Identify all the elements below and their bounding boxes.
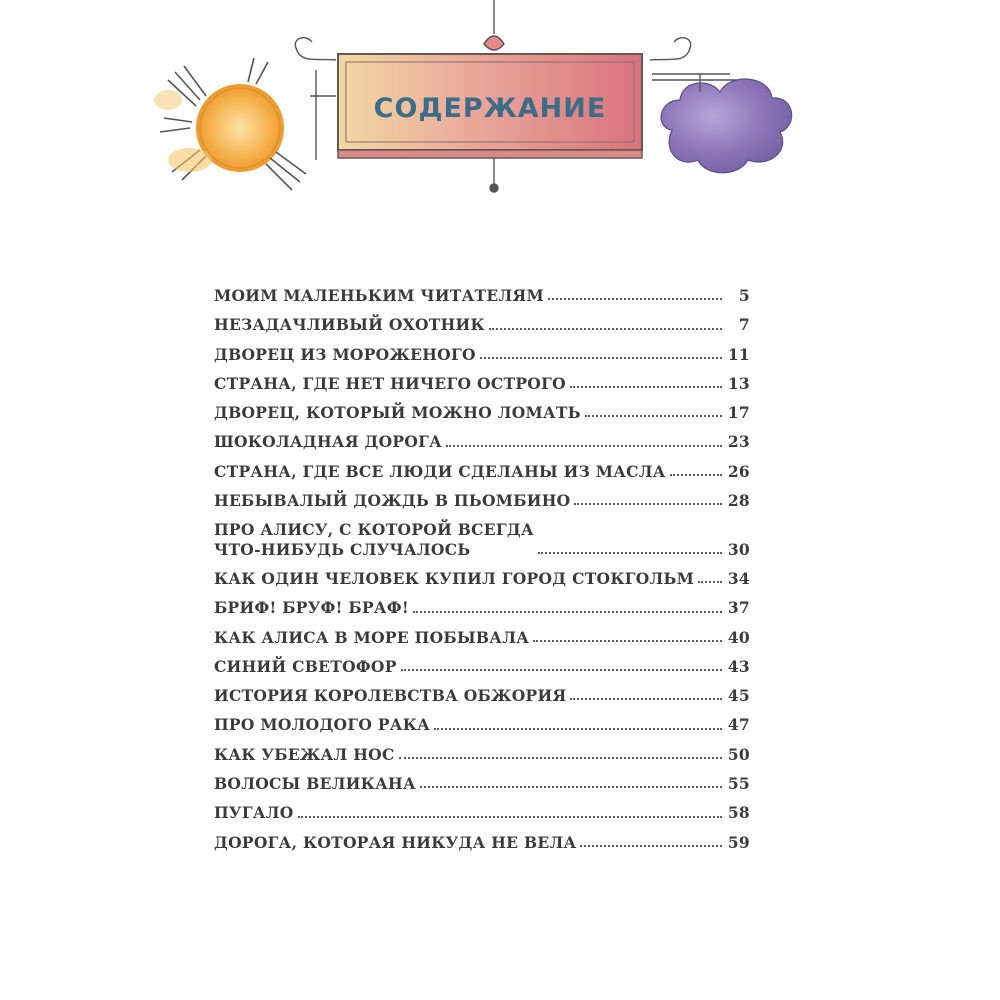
toc-entry-page: 43 xyxy=(727,656,750,676)
toc-leader-dots xyxy=(698,581,722,583)
table-of-contents xyxy=(214,286,750,862)
toc-entry-page: 23 xyxy=(727,432,750,452)
toc-leader-dots xyxy=(446,445,722,447)
toc-leader-dots xyxy=(538,552,722,554)
toc-entry-title: МОИМ МАЛЕНЬКИМ ЧИТАТЕЛЯМ xyxy=(214,286,544,305)
toc-leader-dots xyxy=(580,845,722,847)
toc-leader-dots xyxy=(298,816,722,818)
toc-entry-title: ПРО АЛИСУ, С КОТОРОЙ ВСЕГДА ЧТО-НИБУДЬ СЛУЧАЛОСЬ xyxy=(214,520,534,559)
toc-entry-title: БРИФ! БРУФ! БРАФ! xyxy=(214,598,409,618)
toc-entry-page: 59 xyxy=(727,832,750,852)
toc-entry-page: 11 xyxy=(727,344,750,364)
toc-entry-title: НЕБЫВАЛЫЙ ДОЖДЬ В ПЬОМБИНО xyxy=(214,491,571,511)
toc-leader-dots xyxy=(570,386,722,388)
toc-entry xyxy=(214,833,750,852)
toc-leader-dots xyxy=(420,786,722,788)
toc-entry-title: ДОРОГА, КОТОРАЯ НИКУДА НЕ ВЕЛА xyxy=(214,832,577,852)
toc-entry-title: СТРАНА, ГДЕ ВСЕ ЛЮДИ СДЕЛАНЫ ИЗ МАСЛА xyxy=(214,461,666,481)
toc-entry xyxy=(214,715,750,734)
toc-entry xyxy=(214,315,750,334)
toc-entry-title: СИНИЙ СВЕТОФОР xyxy=(214,656,397,676)
toc-entry xyxy=(214,745,750,764)
toc-leader-dots xyxy=(480,357,722,359)
toc-entry-page: 26 xyxy=(727,461,750,481)
toc-entry-page: 50 xyxy=(727,744,750,764)
toc-leader-dots xyxy=(533,640,722,642)
toc-entry-title: КАК АЛИСА В МОРЕ ПОБЫВАЛА xyxy=(214,627,530,647)
toc-entry xyxy=(214,374,750,393)
toc-entry-page: 5 xyxy=(738,286,750,305)
cloud-icon xyxy=(661,79,792,173)
toc-entry-page: 17 xyxy=(727,403,750,423)
toc-entry-title: ПУГАЛО xyxy=(214,803,294,823)
toc-entry xyxy=(214,686,750,705)
toc-entry-title: ПРО МОЛОДОГО РАКА xyxy=(214,715,431,735)
toc-entry-title: ИСТОРИЯ КОРОЛЕВСТВА ОБЖОРИЯ xyxy=(214,686,567,706)
toc-entry-page: 37 xyxy=(727,598,750,618)
toc-entry-title: ДВОРЕЦ ИЗ МОРОЖЕНОГО xyxy=(214,344,476,364)
toc-entry xyxy=(214,462,750,481)
toc-leader-dots xyxy=(570,698,722,700)
toc-entry xyxy=(214,286,750,305)
toc-entry-title: ВОЛОСЫ ВЕЛИКАНА xyxy=(214,774,416,794)
toc-entry-page: 13 xyxy=(727,373,750,393)
toc-entry-page: 55 xyxy=(727,774,750,794)
toc-entry xyxy=(214,491,750,510)
toc-leader-dots xyxy=(434,728,722,730)
toc-leader-dots xyxy=(413,611,722,613)
page-title: СОДЕРЖАНИЕ xyxy=(373,92,607,124)
toc-entry-page: 7 xyxy=(738,315,750,335)
toc-entry-title: СТРАНА, ГДЕ НЕТ НИЧЕГО ОСТРОГО xyxy=(214,373,566,393)
toc-entry xyxy=(214,345,750,364)
sun-icon xyxy=(154,58,306,190)
toc-entry xyxy=(214,774,750,793)
toc-leader-dots xyxy=(548,298,722,300)
toc-leader-dots xyxy=(574,503,722,505)
toc-entry-page: 45 xyxy=(727,686,750,706)
toc-entry-title: КАК ОДИН ЧЕЛОВЕК КУПИЛ ГОРОД СТОКГОЛЬМ xyxy=(214,568,695,588)
toc-entry-title: КАК УБЕЖАЛ НОС xyxy=(214,744,395,764)
toc-entry xyxy=(214,569,750,588)
toc-leader-dots xyxy=(585,415,722,417)
toc-leader-dots xyxy=(401,669,722,671)
toc-entry xyxy=(214,598,750,617)
toc-entry-title: ШОКОЛАДНАЯ ДОРОГА xyxy=(214,432,443,452)
toc-leader-dots xyxy=(399,757,722,759)
toc-entry-title: ДВОРЕЦ, КОТОРЫЙ МОЖНО ЛОМАТЬ xyxy=(214,403,581,423)
toc-entry-page: 34 xyxy=(727,568,750,588)
toc-entry-page: 28 xyxy=(727,491,750,511)
toc-entry xyxy=(214,432,750,451)
toc-entry-page: 30 xyxy=(727,539,750,559)
toc-entry xyxy=(214,628,750,647)
toc-entry xyxy=(214,657,750,676)
toc-entry-page: 40 xyxy=(727,627,750,647)
toc-entry xyxy=(214,520,750,559)
toc-entry-page: 58 xyxy=(727,803,750,823)
toc-leader-dots xyxy=(489,328,722,330)
toc-entry-page: 47 xyxy=(727,715,750,735)
toc-entry xyxy=(214,403,750,422)
toc-entry-title: НЕЗАДАЧЛИВЫЙ ОХОТНИК xyxy=(214,315,485,335)
toc-leader-dots xyxy=(670,474,722,476)
toc-entry xyxy=(214,803,750,822)
